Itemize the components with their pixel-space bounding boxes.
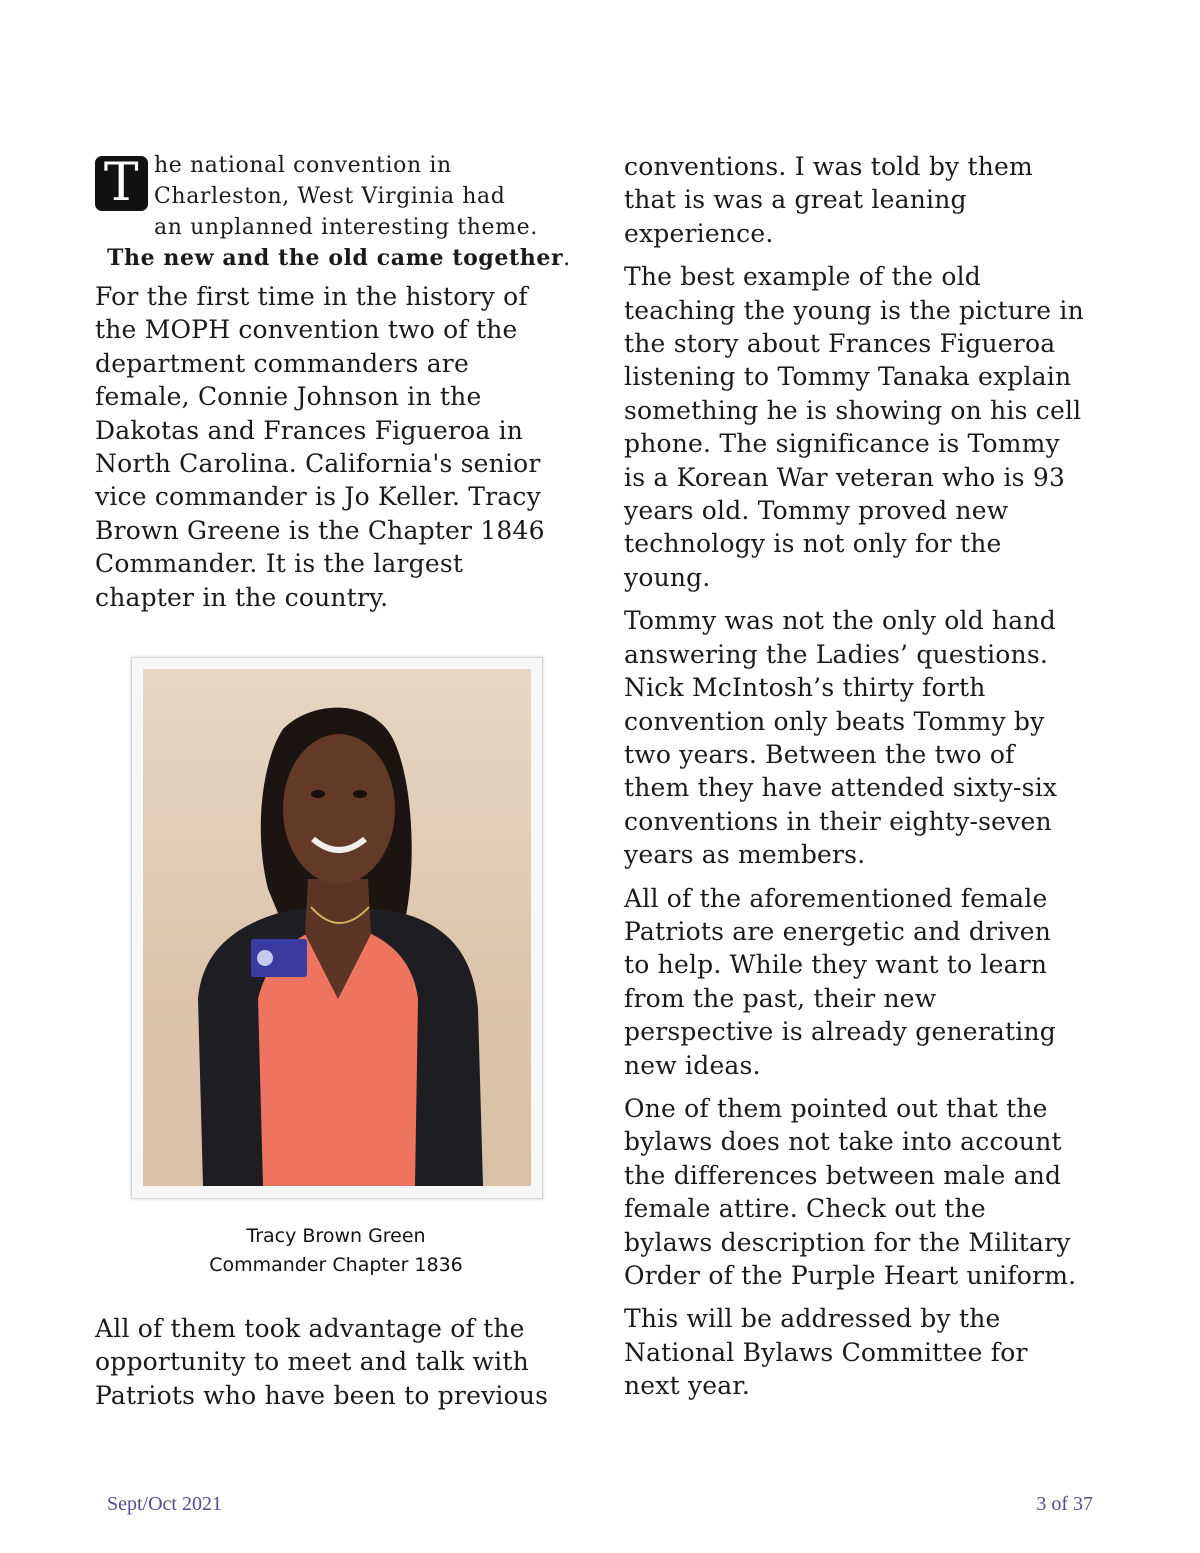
intro-bold-period: . [563,246,571,271]
drop-cap: T [95,156,148,211]
right-paragraph-2: The best example of the old teaching the young is the picture in the story about Frances Figueroa listening to Tommy Tanaka explain something he is showing on his cell phone. The significance is Tommy is a Korean War veteran who is 93 years old. Tommy proved new technology is not only for the young. [624,262,1084,592]
right-paragraph-1: conventions. I was told by them that is was a great leaning experience. [624,152,1033,248]
right-paragraph-4: All of the aforementioned female Patriots are energetic and driven to help. While they want to learn from the past, their new perspective is already generating new ideas. [624,883,1056,1080]
intro-bold-text: The new and the old came together [107,245,564,271]
footer-issue: Sept/Oct 2021 [107,1493,222,1515]
right-column [624,150,1114,1413]
intro-text: he national convention in Charleston, West Virginia had an unplanned interesting theme. [154,153,538,240]
right-paragraph-5: One of them pointed out that the bylaws does not take into account the differences between male and female attire. Check out the bylaws description for the Military Order of the Purple Heart uniform. [624,1093,1077,1290]
photo-frame [131,657,543,1199]
portrait-illustration [143,669,531,1186]
intro-emphasis [95,243,585,274]
commander-photo [143,669,531,1186]
photo-caption [131,1222,541,1280]
caption-title: Commander Chapter 1836 [209,1254,463,1276]
right-paragraph-3: Tommy was not the only old hand answering the Ladies’ questions. Nick McIntosh’s thirty forth convention only beats Tommy by two years. Between the two of them they have attended sixty-six conventions in their eighty-seven years as members. [624,606,1058,870]
caption-name: Tracy Brown Green [246,1225,426,1247]
left-column [95,150,585,624]
left-paragraph-1: For the first time in the history of the MOPH convention two of the department commanders are female, Connie Johnson in the Dakotas and Frances Figueroa in North Carolina. California's senior vice commander is Jo Keller. Tracy Brown Greene is the Chapter 1846 Commander. It is the largest chapter in the country. [95,282,545,612]
left-column-bottom [95,1312,585,1422]
left-paragraph-2: All of them took advantage of the opportunity to meet and talk with Patriots who have been to previous [95,1314,549,1410]
intro-paragraph [95,150,585,274]
footer-page-number: 3 of 37 [1036,1493,1093,1515]
right-paragraph-6: This will be addressed by the National Bylaws Committee for next year. [624,1304,1028,1401]
